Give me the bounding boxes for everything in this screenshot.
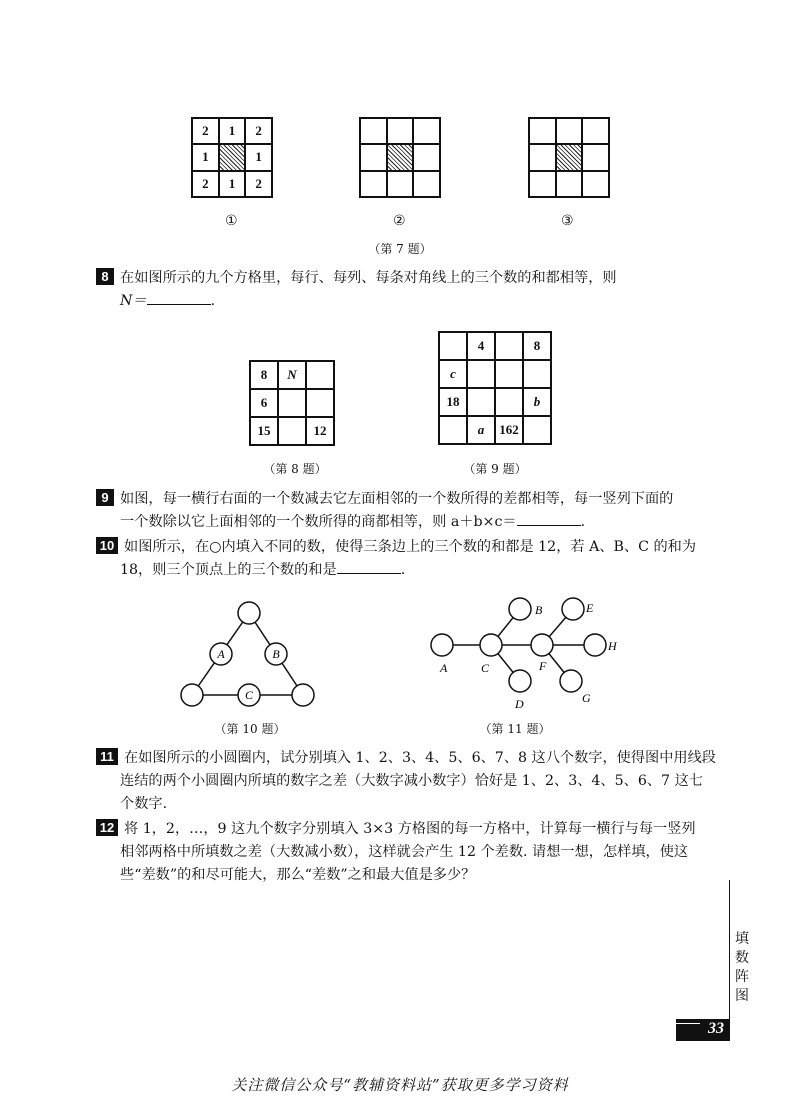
node-label-b: B bbox=[535, 603, 543, 617]
q11-caption: （第 11 题） bbox=[479, 722, 551, 736]
q7-grid-2 bbox=[359, 117, 441, 198]
node-label-h: H bbox=[608, 639, 617, 653]
node-h bbox=[584, 634, 606, 656]
node-circle bbox=[292, 684, 314, 706]
node-b bbox=[509, 598, 531, 620]
q7-hatched-cell bbox=[219, 144, 246, 170]
q10-triangle-diagram bbox=[170, 595, 330, 715]
node-circle bbox=[238, 602, 260, 624]
q9-text: 9 如图，每一横行右面的一个数减去它左面相邻的一个数所得的差都相等，每一竖列下面的 一个数除以它上面相邻的一个数所得的商都相等，则 a＋b×c＝ . bbox=[96, 488, 722, 534]
q7-cell: 2 bbox=[192, 171, 219, 197]
node-label-a: A bbox=[440, 661, 448, 675]
q11-text: 11 在如图所示的小圆圈内，试分别填入 1、2、3、4、5、6、7、8 这八个数字，使得图中用线段 连结的两个小圆圈内所填的数字之差（大数字减小数字）恰好是 1、2、3、4、5、6、7 这七 个数字. bbox=[96, 747, 722, 816]
q7-cell: 1 bbox=[192, 144, 219, 170]
node-d bbox=[509, 670, 531, 692]
answer-blank bbox=[517, 514, 581, 526]
q7-cell: 1 bbox=[245, 144, 272, 170]
answer-blank bbox=[337, 562, 401, 574]
problem-number: 12 bbox=[96, 819, 118, 836]
q7-cell: 1 bbox=[219, 171, 246, 197]
problem-number: 11 bbox=[96, 748, 118, 765]
page-number-tab bbox=[676, 1019, 730, 1041]
node-circle bbox=[181, 684, 203, 706]
problem-number: 9 bbox=[96, 489, 114, 506]
footer-watermark: 关注微信公众号“教辅资料站”获取更多学习资料 bbox=[231, 1076, 569, 1094]
q7-cell: 2 bbox=[192, 118, 219, 144]
node-e bbox=[562, 598, 584, 620]
q7-cell: 1 bbox=[219, 118, 246, 144]
node-g bbox=[560, 670, 582, 692]
page-number: 33 bbox=[708, 1020, 724, 1037]
node-a bbox=[431, 634, 453, 656]
node-label-a: A bbox=[217, 647, 225, 661]
q7-caption: （第 7 题） bbox=[368, 242, 432, 256]
q7-label-1: ① bbox=[225, 213, 238, 229]
answer-blank bbox=[147, 293, 211, 305]
node-label-g: G bbox=[582, 691, 591, 705]
q7-grid-3 bbox=[528, 117, 610, 198]
node-f bbox=[531, 634, 553, 656]
q7-label-3: ③ bbox=[561, 213, 574, 229]
q7-hatched-cell bbox=[556, 144, 583, 170]
q8-grid: 8 N 6 15 12 bbox=[249, 360, 335, 446]
q7-grid-1 bbox=[191, 117, 273, 198]
section-title: 填数阵图 bbox=[735, 931, 749, 1004]
node-c bbox=[480, 634, 502, 656]
q10-text: 10 如图所示，在○内填入不同的数，使得三条边上的三个数的和都是 12，若 A、B、C 的和为 18，则三个顶点上的三个数的和是 . bbox=[96, 536, 722, 582]
q10-caption: （第 10 题） bbox=[214, 722, 286, 736]
problem-number: 10 bbox=[96, 537, 118, 554]
node-label-c: C bbox=[481, 661, 490, 675]
sidebar-divider bbox=[729, 880, 730, 1038]
q8-text: 8 在如图所示的九个方格里，每行、每列、每条对角线上的三个数的和都相等，则 N＝ . bbox=[96, 267, 722, 313]
q8-caption: （第 8 题） bbox=[263, 462, 327, 476]
q7-hatched-cell bbox=[387, 144, 414, 170]
q12-text: 12 将 1，2，…，9 这九个数字分别填入 3×3 方格图的每一方格中，计算每一横行与每一竖列 相邻两格中所填数之差（大数减小数），这样就会产生 12 个差数. 请想一想，怎样填，使这 些“差数”的和尽可能大，那么“差数”之和最大值是多少？ bbox=[96, 818, 722, 887]
q7-cell: 2 bbox=[245, 171, 272, 197]
q7-label-2: ② bbox=[393, 213, 406, 229]
q9-grid: 4 8 c 18 b a 162 bbox=[438, 331, 552, 445]
node-label-e: E bbox=[586, 601, 594, 615]
node-label-d: D bbox=[515, 697, 524, 711]
node-label-c: C bbox=[244, 688, 254, 702]
node-label-f: F bbox=[539, 659, 547, 673]
node-label-b: B bbox=[272, 647, 280, 661]
q7-cell: 2 bbox=[245, 118, 272, 144]
problem-number: 8 bbox=[96, 268, 114, 285]
q9-caption: （第 9 题） bbox=[463, 462, 527, 476]
q11-graph-diagram bbox=[420, 592, 630, 712]
